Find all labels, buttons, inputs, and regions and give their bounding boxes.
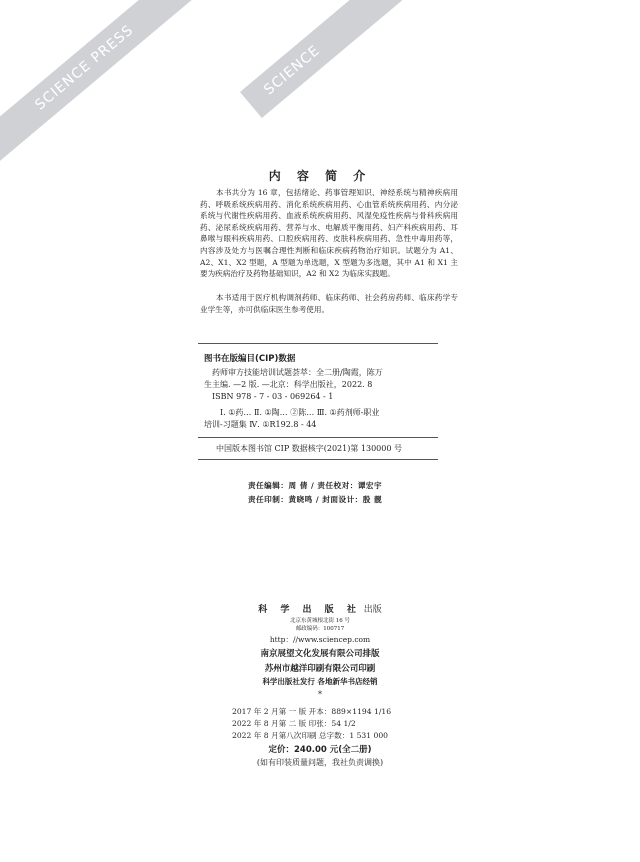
publisher-website: http：//www.sciencep.com [269, 635, 371, 644]
typeset-line: 南京展望文化发展有限公司排版 [260, 649, 380, 659]
cip-classification: 培训-习题集 Ⅳ. ①R192.8 - 44 [204, 420, 317, 429]
edition-line: 2022 年 8 月第 二 版 印张：54 1/2 [232, 719, 356, 728]
edition-line: 2017 年 2 月第 一 版 开本：889×1194 1/16 [232, 707, 392, 716]
cip-heading: 图书在版编目(CIP)数据 [204, 354, 296, 364]
summary-title: 内 容 简 介 [268, 169, 372, 183]
publisher-postcode: 邮政编码：100717 [295, 626, 345, 632]
watermark-ribbon-right [240, 0, 584, 118]
printer-line: 苏州市越洋印刷有限公司印刷 [264, 664, 376, 674]
publisher-line [0, 602, 640, 615]
production-line: 责任印制：黄晓鸣 / 封面设计：殷 靓 [248, 495, 383, 504]
publisher-name: 科 学 出 版 社 [258, 605, 361, 615]
watermark-text: SCIENCE PRESS [32, 22, 137, 114]
cip-block [198, 343, 438, 460]
edition-line: 2022 年 8 月第八次印刷 总字数：1 531 000 [232, 731, 388, 740]
publisher-address: 北京东黄城根北街 16 号 [290, 618, 350, 624]
distribution-line: 科学出版社发行 各地新华书店经销 [262, 677, 378, 686]
cip-classification: Ⅰ. ①药… Ⅱ. ①陶… ②陈… Ⅲ. ①药剂师-职业 [220, 408, 380, 417]
price: 定价：240.00 元(全二册) [268, 745, 372, 755]
summary-paragraph-1: 本书共分为 16 章，包括绪论、药事管理知识、神经系统与精神疾病用药、呼吸系统疾病用药、消化系统疾病用药、心血管系统疾病用药、内分泌系统与代谢性疾病用药、血液系统疾病用药、风湿免疫性疾病与骨科疾病用药、泌尿系统疾病用药、营养与水、电解质平衡用药、妇产科疾病用药、耳鼻喉与眼科疾病用药、口腔疾病用药、皮肤科疾病用药、急性中毒用药等，内容涉及处方与医嘱合理性判断和临床疾病药物治疗知识。试题分为 A1、A2、X1、X2 型题，A 型题为单选题，X 型题为多选题，其中 A1 和 X1 主要为疾病治疗及药物基础知识，A2 和 X2 为临床实践题。 [200, 188, 458, 279]
editor-line: 责任编辑：周 倩 / 责任校对：谭宏宇 [248, 481, 383, 490]
cip-library-number: 中国版本图书馆 CIP 数据核字(2021)第 130000 号 [198, 437, 438, 460]
summary-paragraph-2: 本书适用于医疗机构调剂药师、临床药师、社会药房药师、临床药学专业学生等，亦可供临床医生参考使用。 [200, 293, 458, 314]
separator-star: * [318, 690, 322, 699]
cip-isbn: ISBN 978 - 7 - 03 - 069264 - 1 [212, 392, 334, 401]
cip-line: 药师审方技能培训试题荟萃：全二册/陶霞，陈万 [212, 368, 383, 377]
publisher-suffix: 出版 [363, 605, 382, 615]
quality-notice: (如有印装质量问题，我社负责调换) [256, 758, 384, 767]
watermark-text: SCIENCE [261, 42, 324, 99]
cip-line: 生主编. —2 版. —北京：科学出版社，2022. 8 [204, 380, 373, 389]
